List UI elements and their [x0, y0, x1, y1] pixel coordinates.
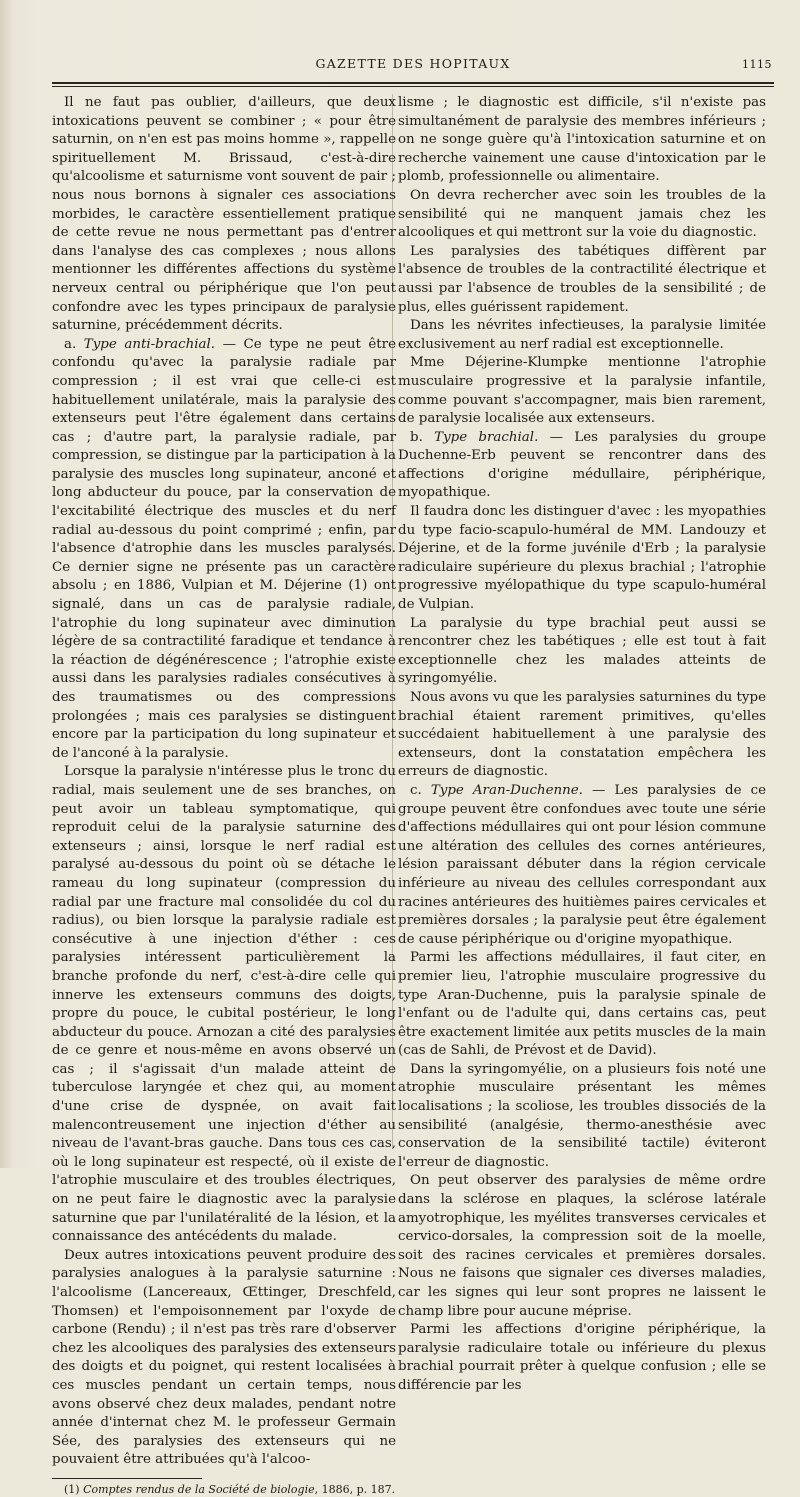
section-label: b.	[410, 429, 435, 445]
section-label: a.	[64, 336, 84, 352]
paragraph: Parmi les affections d'origine périphérique, la paralysie radiculaire totale ou inférieure du plexus brachial pourrait prêter à quelque confusion ; elle se différencie par les	[398, 1322, 766, 1393]
right-column	[398, 94, 766, 1396]
header-rule-thick	[52, 82, 774, 84]
footnote-source: Comptes rendus de la Société de biologie	[83, 1482, 315, 1496]
paragraph-continued: lisme ; le diagnostic est difficile, s'il n'existe pas simultanément de paralysie des membres inférieurs ; on ne songe guère qu'à l'intoxication saturnine et on recherche vainement une cause d'intoxication par le plomb, professionnelle ou alimentaire.	[398, 95, 766, 185]
paragraph-type-aran-duchenne	[398, 782, 766, 949]
journal-title: GAZETTE DES HOPITAUX	[315, 56, 511, 71]
section-label: c.	[410, 782, 431, 798]
paragraph: Mme Déjerine-Klumpke mentionne l'atrophie musculaire progressive et la paralysie infantile, comme pouvant s'accompagner, mais bien rarement, de paralysie localisée aux extenseurs.	[398, 355, 766, 427]
footnote-rule	[52, 1478, 202, 1479]
section-heading: Type brachial.	[434, 429, 539, 445]
paragraph-text: — Ce type ne peut être confondu qu'avec la paralysie radiale par compression ; il est vrai que celle-ci est habituellement unilatérale, mais la paralysie des extenseurs peut l'être également dans certains cas ; d'autre part, la paralysie radiale, par compression, se distingue par la participation à la paralysie des muscles long supinateur, anconé et long abducteur du pouce, par la conservation de l'excitabilité électrique des muscles et du nerf radial au-dessous du point comprimé ; enfin, par l'absence d'atrophie dans les muscles paralysés. Ce dernier signe ne présente pas un caractère absolu ; en 1886, Vulpian et M. Déjerine (1) ont signalé, dans un cas de paralysie radiale, l'atrophie du long supinateur avec diminution légère de sa contractilité faradique et tendance à la réaction de dégénérescence ; l'atrophie existe aussi dans les paralysies radiales consécutives à des traumatismes ou des compressions prolongées ; mais ces paralysies se distinguent encore par la participation du long supinateur et de l'anconé à la paralysie.	[52, 336, 397, 761]
footnote-number: (1)	[64, 1482, 84, 1496]
page-header	[52, 54, 774, 74]
paragraph: Il faudra donc les distinguer d'avec : les myopathies du type facio-scapulo-huméral de MM. Landouzy et Déjerine, et de la forme juvénile d'Erb ; la paralysie radiculaire supérieure du plexus brachial ; l'atrophie progressive myélopathique du type scapulo-huméral de Vulpian.	[398, 504, 766, 613]
header-rule-thin	[52, 86, 774, 87]
paragraph-text: — Les paralysies de ce groupe peuvent être confondues avec toute une série d'affections médullaires qui ont pour lésion commune une altération des cellules des cornes antérieures, lésion paraissant débuter dans la région cervicale inférieure au niveau des cellules correspondant aux racines antérieures des huitièmes paires cervicales et premières dorsales ; la paralysie peut être également de cause périphérique ou d'origine myopathique.	[398, 782, 766, 947]
footnote-detail: , 1886, p. 187.	[314, 1482, 396, 1496]
paragraph: Dans les névrites infectieuses, la paralysie limitée exclusivement au nerf radial est exceptionnelle.	[398, 318, 766, 352]
section-heading: Type Aran-Duchenne.	[430, 782, 583, 798]
paragraph: Il ne faut pas oublier, d'ailleurs, que deux intoxications peuvent se combiner ; « pour être saturnin, on n'en est pas moins homme », rappelle spirituellement M. Brissaud, c'est-à-dire qu'alcoolisme et saturnisme vont souvent de pair ; nous nous bornons à signaler ces associations morbides, le caractère essentiellement pratique de cette revue ne nous permettant pas d'entrer dans l'analyse des cas complexes ; nous allons mentionner les différentes affections du système nerveux central ou périphérique que l'on peut confondre avec les types principaux de paralysie saturnine, précédemment décrits.	[52, 95, 396, 334]
page-number: 1115	[742, 58, 772, 71]
paragraph-text: — Les paralysies du groupe Duchenne-Erb peuvent se rencontrer dans des affections d'origine médullaire, périphérique, myopathique.	[398, 429, 767, 501]
paragraph: Les paralysies des tabétiques diffèrent par l'absence de troubles de la contractilité électrique et aussi par l'absence de troubles de la sensibilité ; de plus, elles guérissent rapidement.	[398, 243, 766, 315]
paragraph: Deux autres intoxications peuvent produire des paralysies analogues à la paralysie saturnine : l'alcoolisme (Lancereaux, Œttinger, Dreschfeld, Thomsen) et l'empoisonnement par l'oxyde de carbone (Rendu) ; il n'est pas très rare d'observer chez les alcooliques des paralysies des extenseurs des doigts et du poignet, qui restent localisées à ces muscles pendant un certain temps, nous avons observé chez deux malades, pendant notre année d'internat chez M. le professeur Germain Sée, des paralysies des extenseurs qui ne pouvaient être attribuées qu'à l'alcoo-	[52, 1247, 396, 1468]
paragraph: Lorsque la paralysie n'intéresse plus le tronc du radial, mais seulement une de ses branches, on peut avoir un tableau symptomatique, qui reproduit celui de la paralysie saturnine des extenseurs ; ainsi, lorsque le nerf radial est paralysé au-dessous du point où se détache le rameau du long supinateur (compression du radial par une fracture mal consolidée du col du radius), ou bien lorsque la paralysie radiale est consécutive à une injection d'éther : ces paralysies intéressent particulièrement la branche profonde du nerf, c'est-à-dire celle qui innerve les extenseurs communs des doigts, propre du pouce, le cubital postérieur, le long abducteur du pouce. Arnozan a cité des paralysies de ce genre et nous-même en avons observé un cas ; il s'agissait d'un malade atteint de tuberculose laryngée et chez qui, au moment d'une crise de dyspnée, on avait fait malencontreusement une injection d'éther au niveau de l'avant-bras gauche. Dans tous ces cas, où le long supinateur est respecté, où il existe de l'atrophie musculaire et des troubles électriques, on ne peut faire le diagnostic avec la paralysie saturnine que par l'unilatéralité de la lésion, et la connaissance des antécédents du malade.	[52, 764, 396, 1245]
paragraph: Nous avons vu que les paralysies saturnines du type brachial étaient rarement primitives, qu'elles succédaient habituellement à une paralysie des extenseurs, dont la constatation empêchera les erreurs de diagnostic.	[398, 690, 766, 780]
left-column	[52, 94, 396, 1497]
paragraph: Parmi les affections médullaires, il faut citer, en premier lieu, l'atrophie musculaire progressive du type Aran-Duchenne, puis la paralysie spinale de l'enfant ou de l'adulte qui, dans certains cas, peut être exactement limitée aux petits muscles de la main (cas de Sahli, de Prévost et de David).	[398, 950, 766, 1059]
paragraph: La paralysie du type brachial peut aussi se rencontrer chez les tabétiques ; elle est tout à fait exceptionnelle chez les malades atteints de syringomyélie.	[398, 615, 766, 687]
paragraph: Dans la syringomyélie, on a plusieurs fois noté une atrophie musculaire présentant les mêmes localisations ; la scoliose, les troubles dissociés de la sensibilité (analgésie, thermo-anesthésie avec conservation de la sensibilité tactile) éviteront l'erreur de diagnostic.	[398, 1061, 766, 1170]
paragraph: On devra rechercher avec soin les troubles de la sensibilité qui ne manquent jamais chez les alcooliques et qui mettront sur la voie du diagnostic.	[398, 187, 766, 241]
paragraph: On peut observer des paralysies de même ordre dans la sclérose en plaques, la sclérose latérale amyotrophique, les myélites transverses cervicales et cervico-dorsales, la compression soit de la moelle, soit des racines cervicales et premières dorsales. Nous ne faisons que signaler ces diverses maladies, car les signes qui leur sont propres ne laissent le champ libre pour aucune méprise.	[398, 1173, 766, 1319]
paragraph-type-anti-brachial	[52, 336, 396, 764]
paragraph-type-brachial	[398, 429, 766, 503]
section-heading: Type anti-brachial.	[83, 336, 216, 352]
footnote	[52, 1483, 396, 1497]
